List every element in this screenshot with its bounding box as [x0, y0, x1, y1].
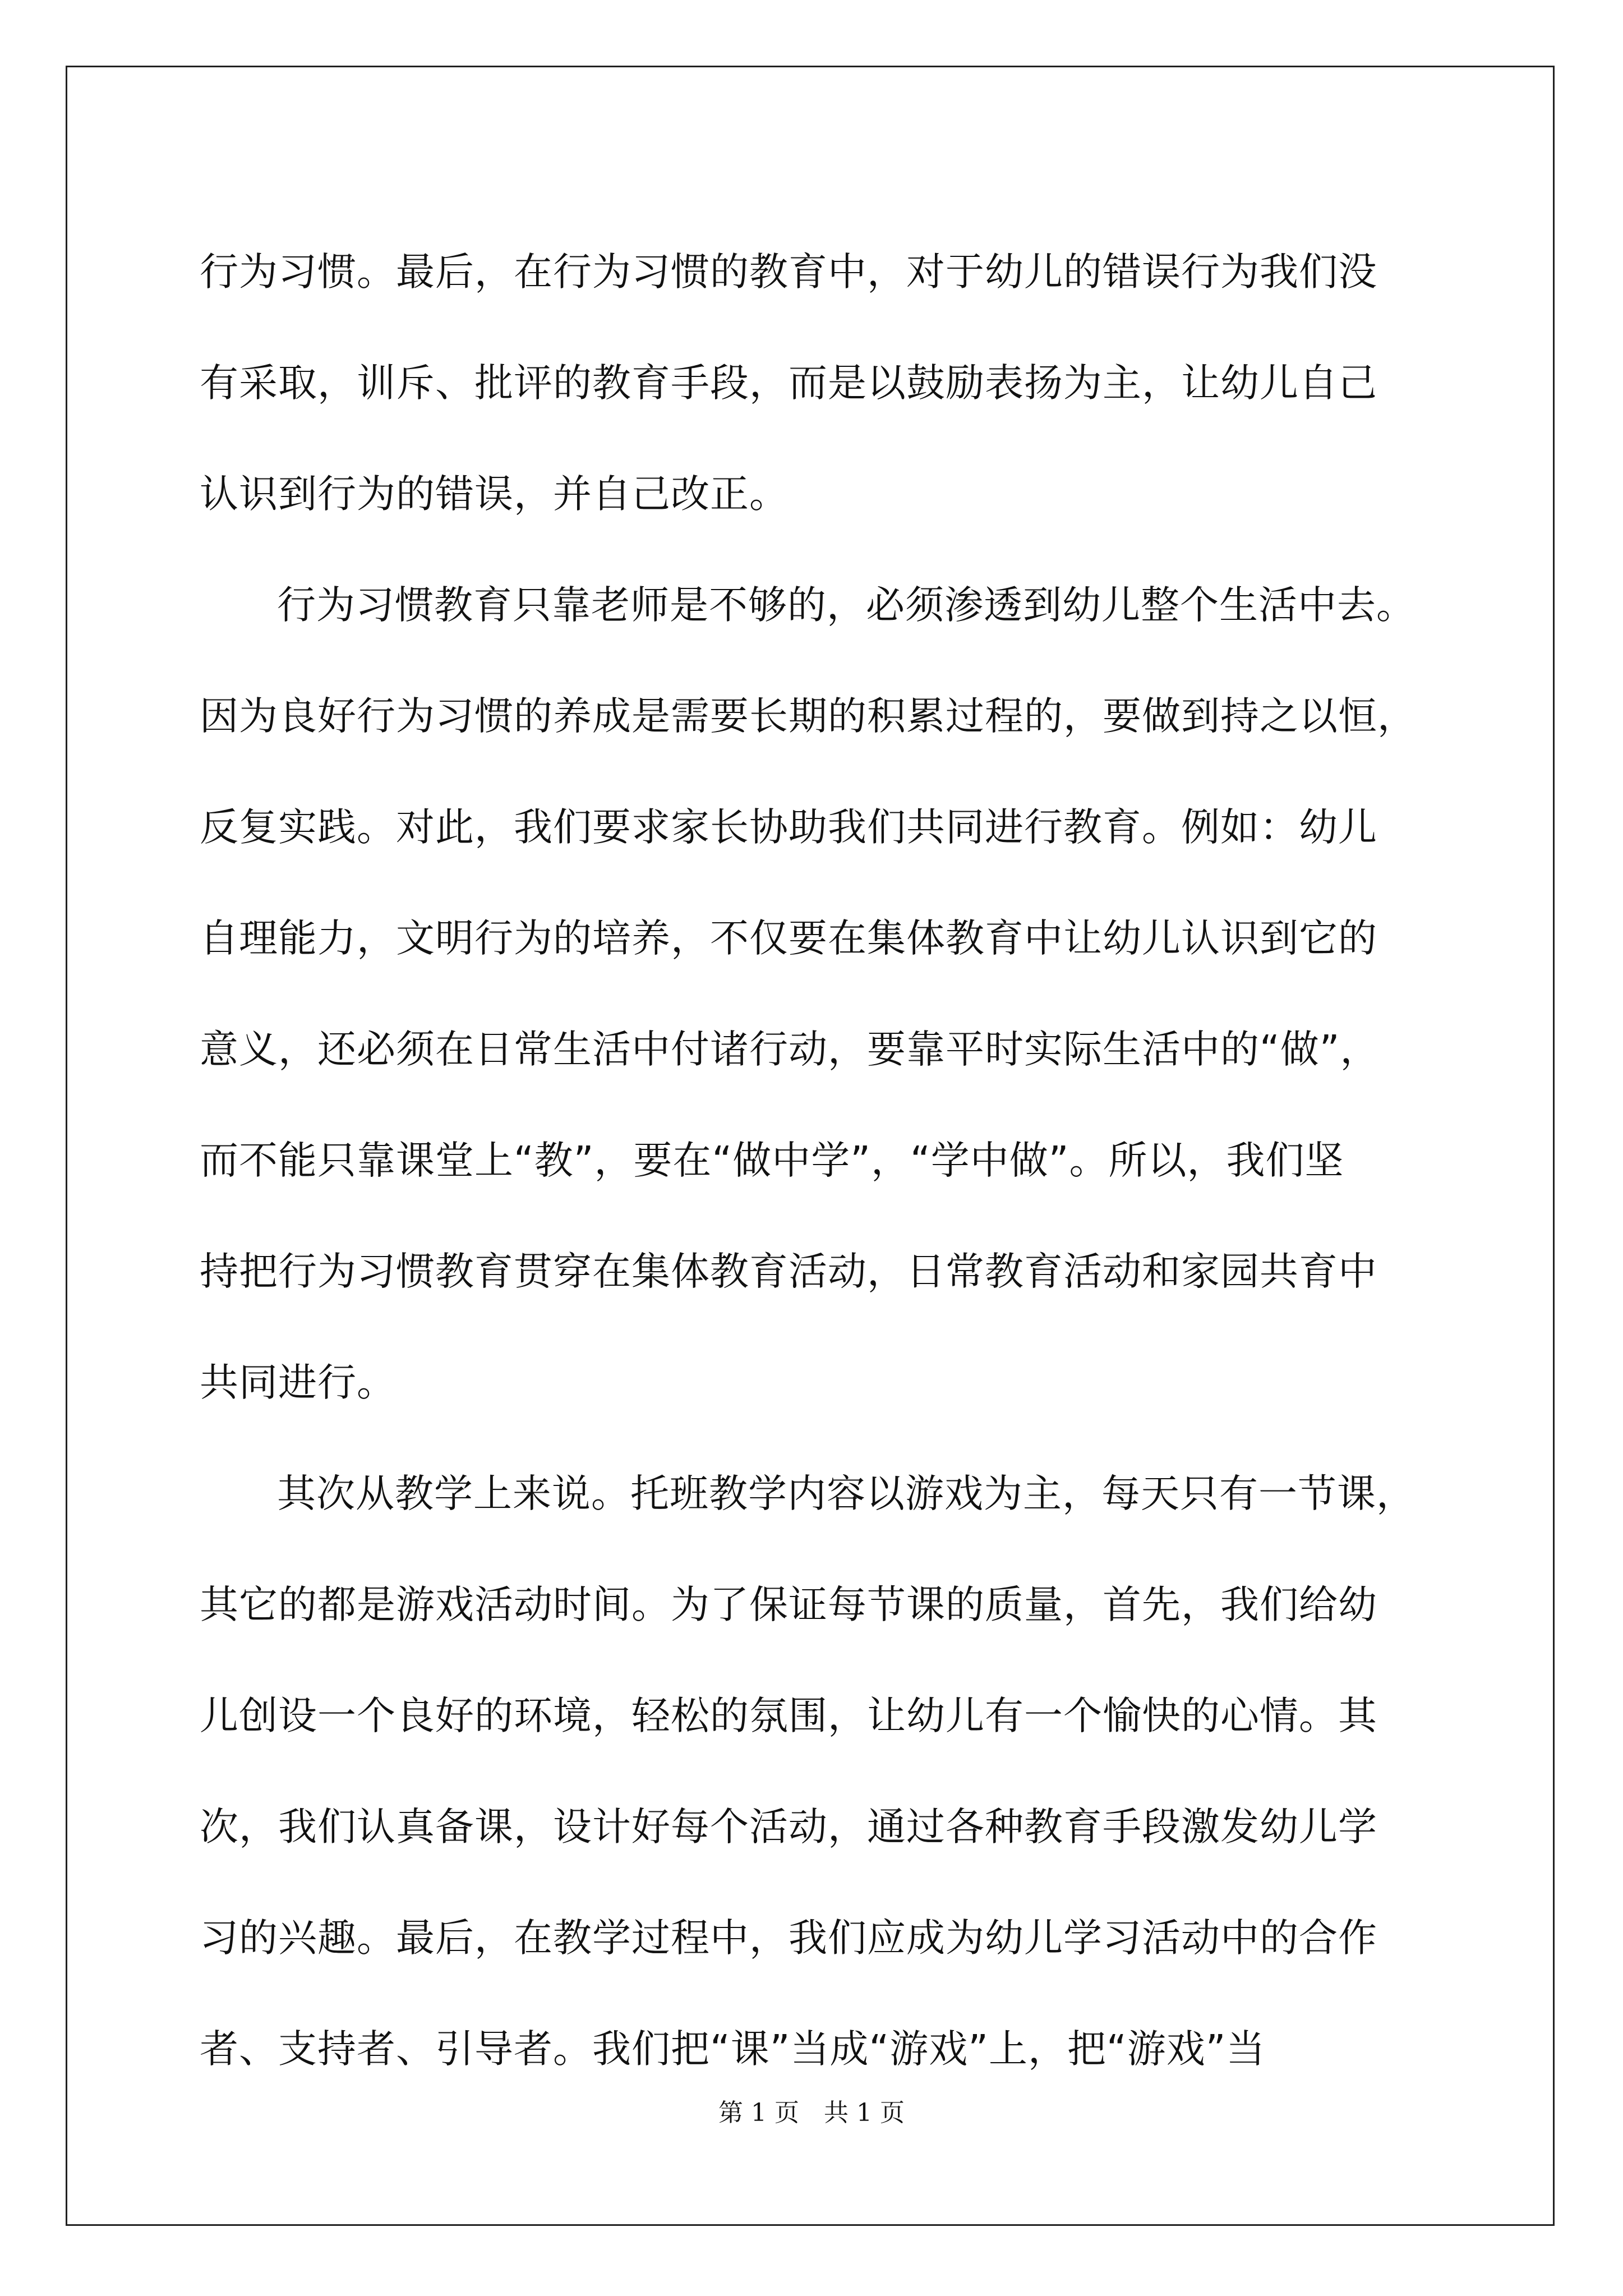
- text-line: 儿创设一个良好的环境，轻松的氛围，让幼儿有一个愉快的心情。其: [200, 1694, 1377, 1738]
- text-line: 因为良好行为习惯的养成是需要长期的积累过程的，要做到持之以恒，: [200, 694, 1417, 739]
- page-number-footer: 第 1 页 共 1 页: [718, 2099, 905, 2127]
- text-line: 者、支持者、引导者。我们把“课”当成“游戏”上，把“游戏”当: [200, 2027, 1266, 2072]
- text-line: 而不能只靠课堂上“教”，要在“做中学”，“学中做”。所以，我们坚: [200, 1138, 1344, 1183]
- text-line: 行为习惯教育只靠老师是不够的，必须渗透到幼儿整个生活中去。: [277, 583, 1415, 628]
- text-line: 其它的都是游戏活动时间。为了保证每节课的质量，首先，我们给幼: [200, 1582, 1377, 1627]
- text-line: 习的兴趣。最后，在教学过程中，我们应成为幼儿学习活动中的合作: [200, 1916, 1377, 1961]
- text-line: 共同进行。: [200, 1360, 396, 1405]
- text-line: 持把行为习惯教育贯穿在集体教育活动，日常教育活动和家园共育中: [200, 1249, 1377, 1294]
- text-line: 认识到行为的错误，并自己改正。: [200, 472, 789, 517]
- text-line: 有采取，训斥、批评的教育手段，而是以鼓励表扬为主，让幼儿自己: [200, 361, 1377, 406]
- text-line: 意义，还必须在日常生活中付诸行动，要靠平时实际生活中的“做”，: [200, 1027, 1380, 1072]
- text-line: 自理能力，文明行为的培养，不仅要在集体教育中让幼儿认识到它的: [200, 916, 1377, 961]
- text-line: 其次从教学上来说。托班教学内容以游戏为主，每天只有一节课，: [277, 1471, 1415, 1516]
- document-body: [200, 217, 1433, 2105]
- text-line: 反复实践。对此，我们要求家长协助我们共同进行教育。例如：幼儿: [200, 805, 1377, 850]
- text-line: 次，我们认真备课，设计好每个活动，通过各种教育手段激发幼儿学: [200, 1805, 1377, 1849]
- text-line: 行为习惯。最后，在行为习惯的教育中，对于幼儿的错误行为我们没: [200, 250, 1377, 295]
